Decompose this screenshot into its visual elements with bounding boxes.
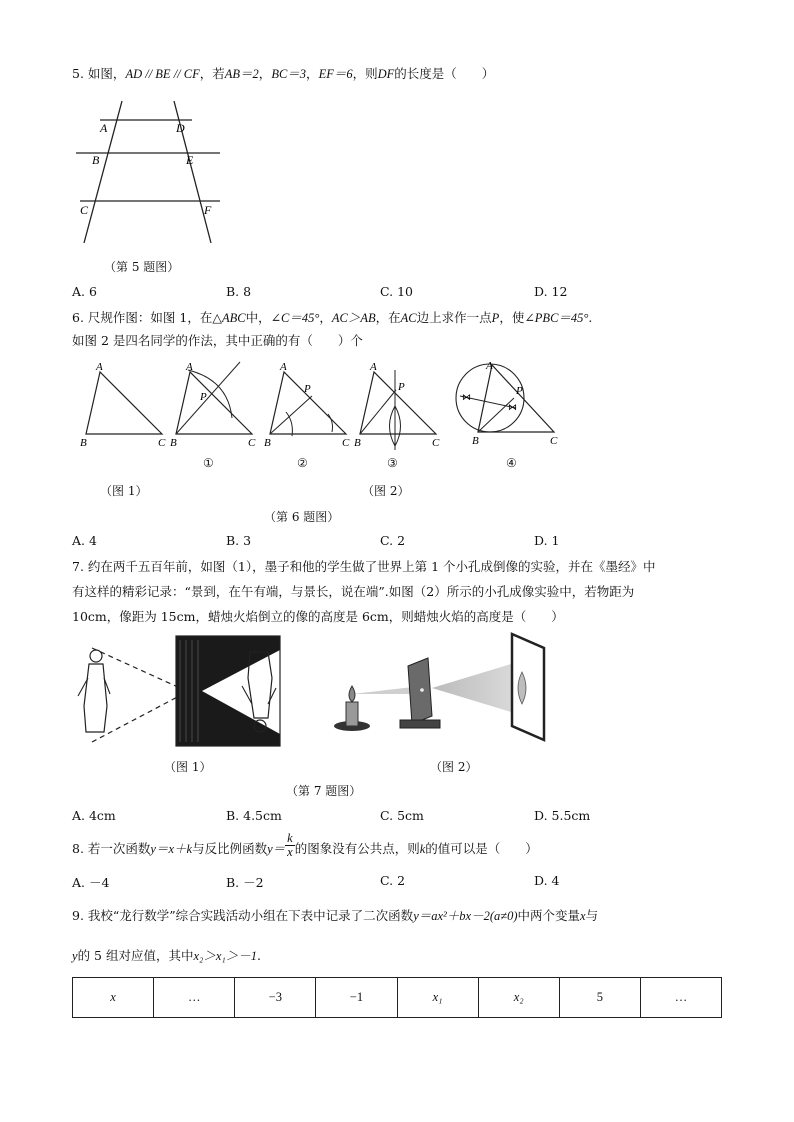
q6-text: ，使∠ [499,310,535,325]
q6-fig2-3-label-p: P [398,381,405,393]
q9-text: 的 5 组对应值，其中 [77,948,194,963]
q6-text: ， [319,310,332,325]
svg-text:⋈: ⋈ [462,392,471,402]
q6-ac: AC [400,311,417,325]
table-cell: −1 [316,978,397,1018]
q6-fig2-1-label-p: P [200,391,207,403]
table-cell [73,978,154,1018]
q6-fig2-3-label-b: B [354,437,361,449]
q8-linear-function: y＝x＋k [150,842,193,856]
q7-fig2-caption: （图 2） [430,760,478,774]
q5-figure [74,98,224,246]
q5-intro: 如图， [87,66,126,81]
q6-sub-label-3: ③ [387,456,398,470]
q6-fig2-3 [352,360,444,452]
q6-fig2-2-label-c: C [342,437,350,448]
q6-fig2-caption: （图 2） [362,484,410,498]
q8-text: 与反比例函数 [192,841,268,856]
q6-fig2-2 [262,360,354,448]
q6-text: 中，∠ [245,310,282,325]
q6-fig2-4-label-a: A [486,360,493,372]
q6-text: 边上求作一点 [416,310,492,325]
q7-caption: （第 7 题图） [286,784,362,798]
q5-bc: BC＝3 [271,67,307,81]
q8-text: 的图象没有公共点，则 [294,841,420,856]
q6-fig2-4-label-p: P [516,385,523,397]
table-cell: 5 [559,978,640,1018]
q9-condition: x₂＞x₁＞－1 [193,949,258,963]
q6-fig2-1-label-a: A [186,361,193,373]
q8-stem [72,832,538,862]
q6-fig2-1 [168,360,260,448]
table-cell-text: x₂ [513,990,524,1004]
q6-fig2-1-label-c: C [248,437,256,448]
table-cell-text: x [110,990,116,1004]
q6-sub-label-4: ④ [506,456,517,470]
q6-option-b: B. 3 [226,533,252,548]
table-cell [478,978,559,1018]
q5-label-b: B [92,153,100,167]
q9-quadratic-function: y＝ax²＋bx－2(a≠0) [413,909,518,923]
q6-angle-c: C＝45° [281,311,320,325]
q6-ac-ab: AC＞AB [331,311,376,325]
q6-fig1-label-c: C [158,437,166,448]
q6-stem-line2: 如图 2 是四名同学的作法，其中正确的有（ ）个 [72,333,363,348]
q8-k: k [419,842,426,856]
table-cell: … [640,978,721,1018]
q7-option-c: C. 5cm [380,808,424,823]
q5-option-b: B. 8 [226,284,252,299]
q8-text: 的值可以是（ ） [425,841,538,856]
q7-stem-line3: 10cm，像距为 15cm，蜡烛火焰倒立的像的高度是 6cm，则蜡烛火焰的高度是（ ） [72,609,564,624]
q5-ef: EF＝6 [318,67,353,81]
q6-sub-label-1: ① [203,456,214,470]
q9-stem-line2 [72,946,261,964]
q5-option-a: A. 6 [72,284,97,299]
q6-text: 6. 尺规作图：如图 1，在△ [72,310,222,325]
q7-fig1-caption: （图 1） [164,760,212,774]
q9-var-y: y [72,949,78,963]
q6-fig1-label-b: B [80,437,87,448]
q5-number: 5. [72,66,84,81]
q8-y-equals: y＝ [267,842,286,856]
q5-stem: 5. 如图，AD // BE // CF，若AB＝2，BC＝3，EF＝6，则DF的长度是（ ） [72,66,495,81]
q6-fig2-1-label-b: B [170,437,177,448]
q5-label-d: D [176,121,185,135]
q5-label-c: C [80,203,89,217]
q9-var-x: x [580,909,586,923]
q8-option-c: C. 2 [380,873,406,888]
q9-text: 中两个变量 [517,908,581,923]
q5-ask-pre: ，则 [352,66,378,81]
q6-fig2-4-label-c: C [550,435,558,447]
q6-stem-line1 [72,308,592,326]
q6-sub-label-2: ② [297,456,308,470]
q5-option-d: D. 12 [534,284,568,299]
q8-text: 8. 若一次函数 [72,841,151,856]
q6-fig1-label-a: A [96,361,103,373]
q6-caption: （第 6 题图） [264,510,340,524]
q5-df: DF [377,67,395,81]
q5-label-f: F [204,203,212,217]
q7-stem-line1: 7. 约在两千五百年前，如图（1），墨子和他的学生做了世界上第 1 个小孔成倒像的实验，并在《墨经》中 [72,559,656,574]
q6-option-a: A. 4 [72,533,97,548]
q8-option-a: A. －4 [72,875,110,890]
q6-option-c: C. 2 [380,533,406,548]
q6-fig2-3-label-c: C [432,437,440,449]
svg-text:⋈: ⋈ [508,402,517,412]
table-row [73,978,722,1018]
q6-fig1-caption: （图 1） [100,484,148,498]
q5-ab: AB＝2 [224,67,259,81]
table-cell: −3 [235,978,316,1018]
q7-stem-line2: 有这样的精彩记录：“景到，在午有端，与景长，说在端”.如图（2）所示的小孔成像实验中，若物距为 [72,584,635,599]
q5-label-a: A [100,121,108,135]
table-cell-text: x₁ [432,990,443,1004]
q7-fig1-illustration [74,634,284,748]
q6-p: P [491,311,500,325]
q7-fig2-illustration [326,632,550,746]
q6-option-d: D. 1 [534,533,560,548]
q5-caption: （第 5 题图） [104,260,180,274]
q8-fraction-denominator: x [287,845,293,859]
table-cell [397,978,478,1018]
q9-value-table [72,977,722,1018]
q6-abc: ABC [221,311,246,325]
q5-given: AD // BE // CF [125,67,200,81]
q6-fig2-2-label-a: A [280,361,287,373]
q6-text: . [588,310,593,325]
q5-option-c: C. 10 [380,284,413,299]
q8-option-b: B. －2 [226,875,264,890]
q6-fig2-4 [452,360,562,448]
q9-text: 9. 我校“龙行数学”综合实践活动小组在下表中记录了二次函数 [72,908,414,923]
q7-option-d: D. 5.5cm [534,808,591,823]
q6-fig2-4-label-b: B [472,435,479,447]
q7-option-a: A. 4cm [72,808,116,823]
q9-text: 与 [585,908,599,923]
q6-text: ，在 [375,310,401,325]
q6-fig1 [78,360,170,448]
q6-angle-pbc: PBC＝45° [534,311,589,325]
q7-option-b: B. 4.5cm [226,808,282,823]
q5-label-e: E [186,153,194,167]
q6-fig2-3-label-a: A [370,361,377,373]
q9-stem-line1 [72,906,598,924]
table-cell: … [154,978,235,1018]
q8-fraction-numerator: k [287,831,293,845]
q5-text: ，若 [199,66,225,81]
q6-fig2-2-label-p: P [304,383,311,395]
q6-fig2-2-label-b: B [264,437,271,448]
q5-ask-post: 的长度是（ ） [394,66,495,81]
q8-option-d: D. 4 [534,873,560,888]
q8-fraction [285,832,295,859]
q9-text: . [257,948,261,963]
